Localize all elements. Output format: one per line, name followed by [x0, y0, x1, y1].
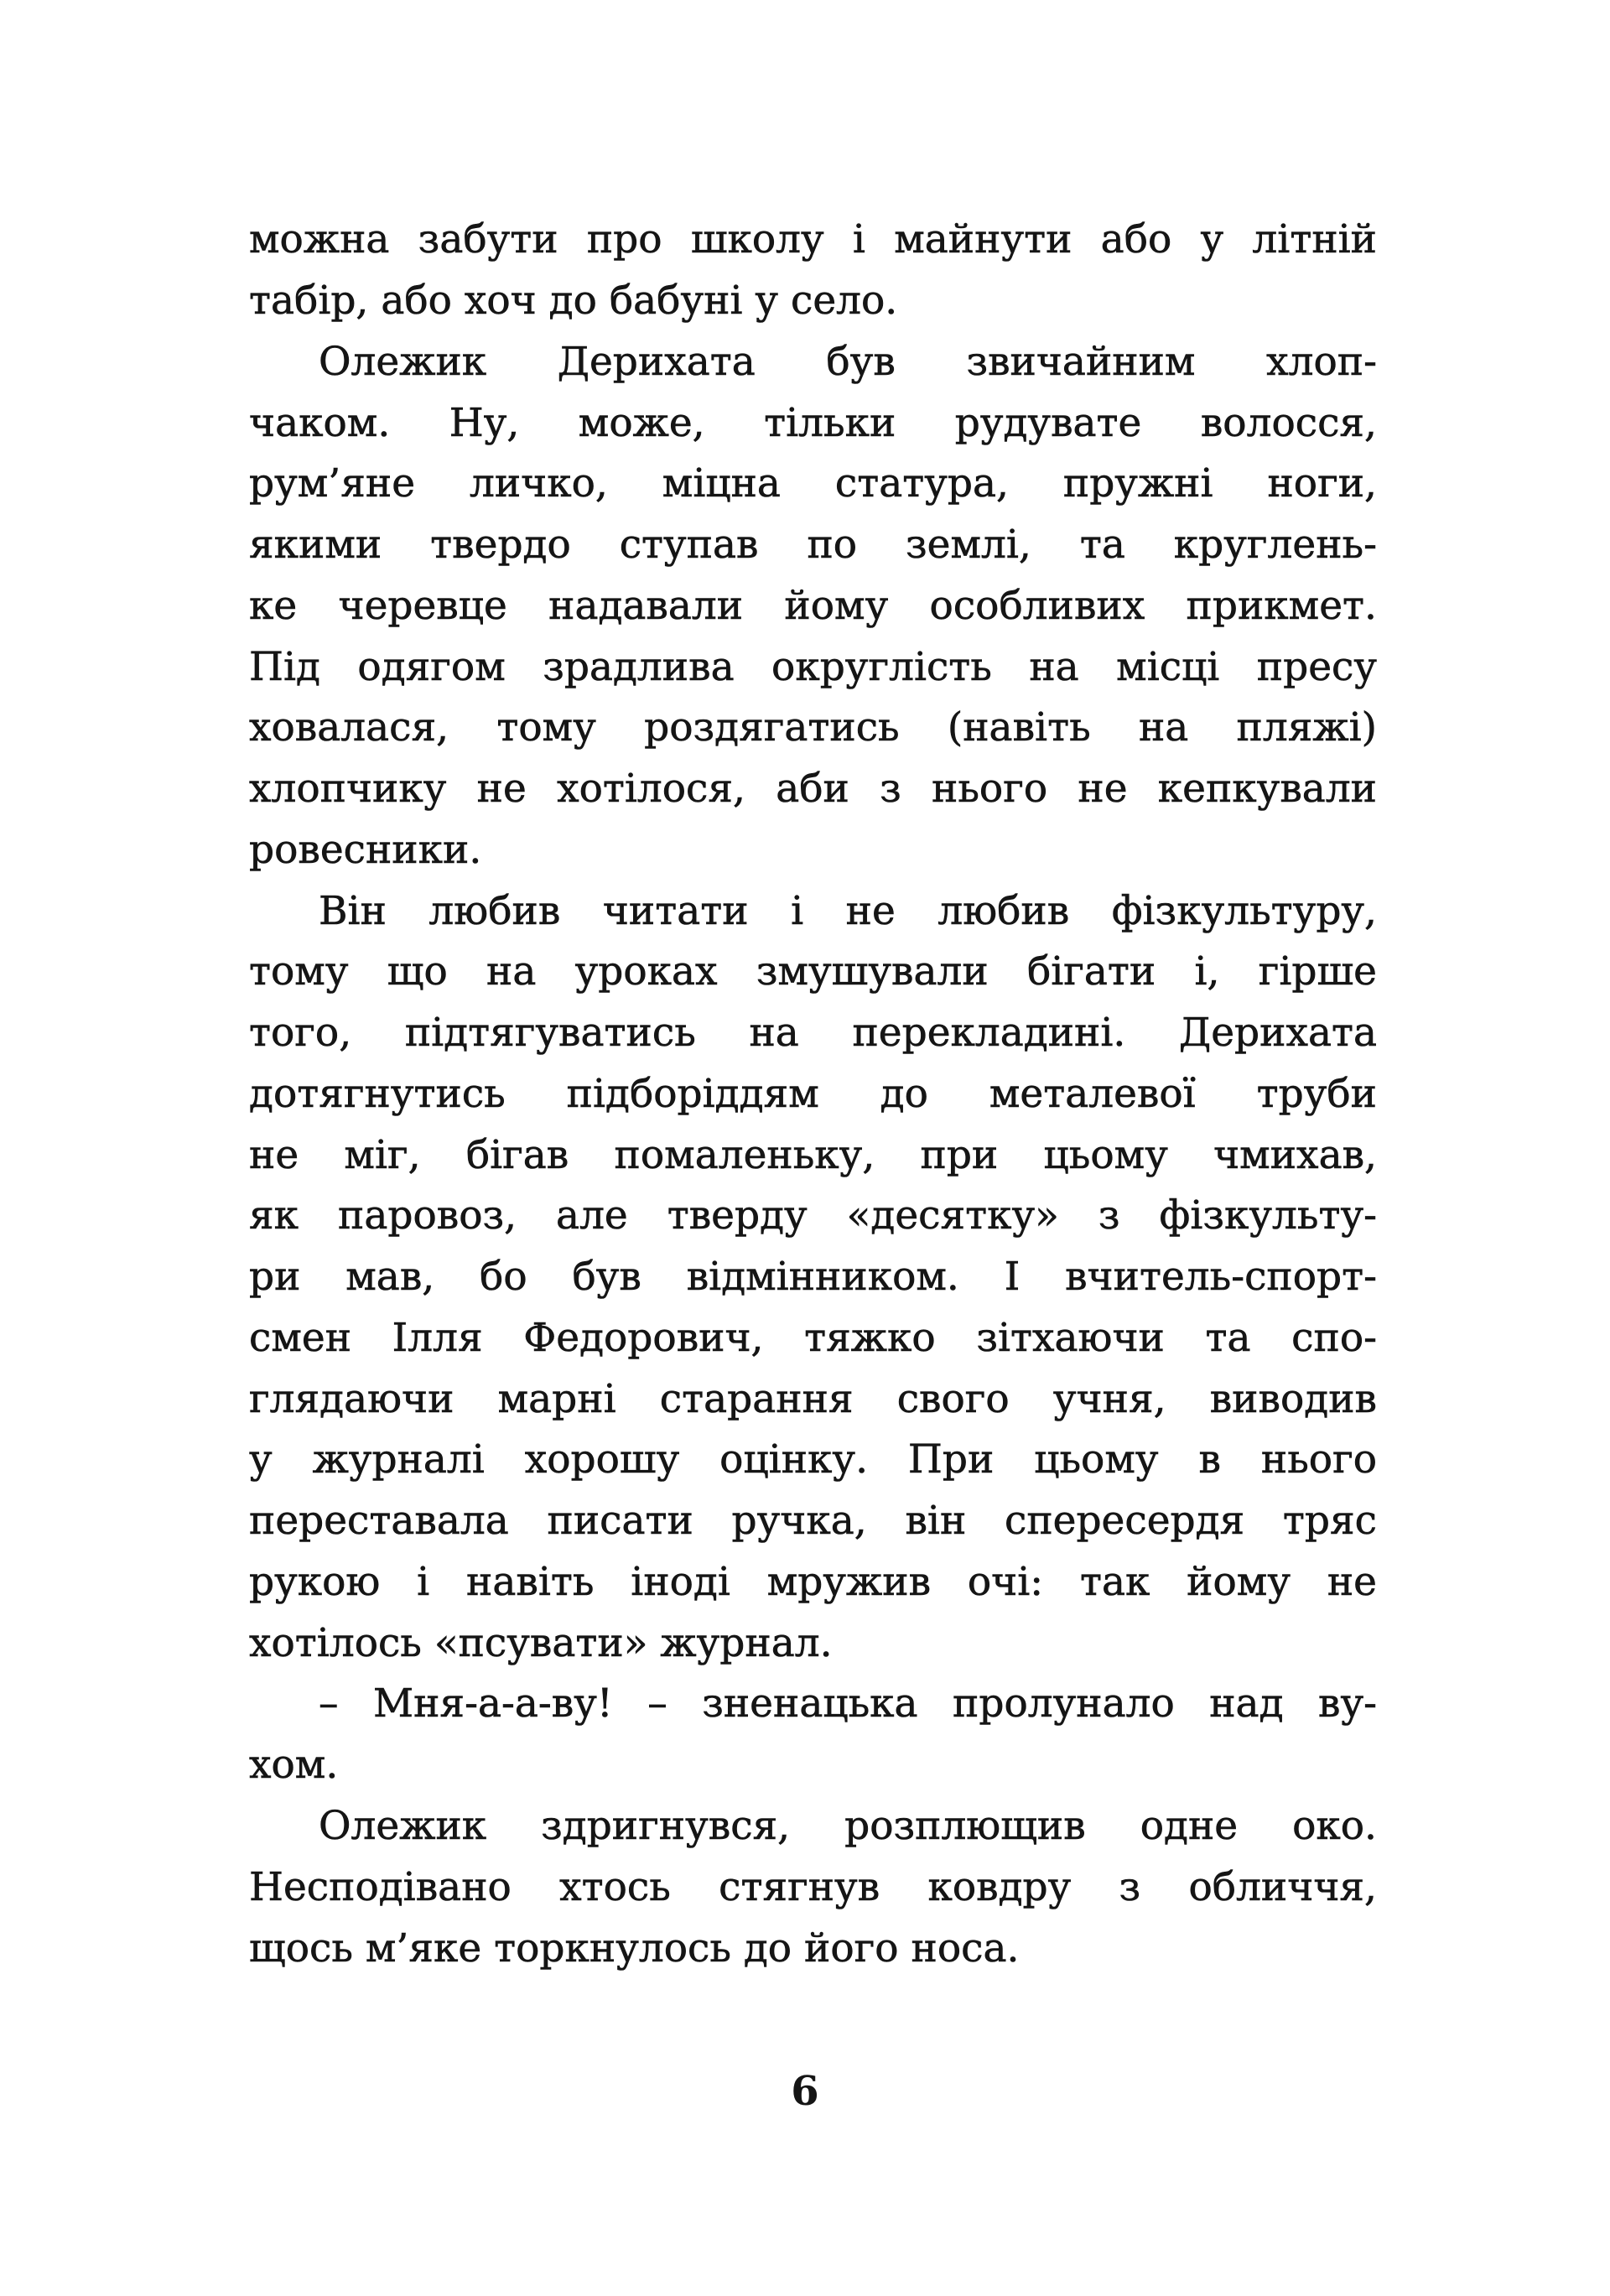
text-line: ровесники.	[249, 827, 482, 873]
text-line: хотілось «псувати» журнал.	[249, 1620, 833, 1666]
text-line: хлопчику не хотілося, аби з нього не кепкували	[249, 766, 1377, 812]
dialogue-line: – Мня-а-а-ву! – зненацька пролунало над ву-	[319, 1680, 1377, 1727]
text-line: можна забути про школу і майнути або у літній	[249, 216, 1377, 262]
text-line: переставала писати ручка, він спересердя тряс	[249, 1498, 1377, 1544]
text-line: не міг, бігав помаленьку, при цьому чмихав,	[249, 1132, 1377, 1178]
text-line: Несподівано хтось стягнув ковдру з обличчя,	[249, 1864, 1377, 1910]
text-line: ке черевце надавали йому особливих прикмет.	[249, 583, 1377, 629]
text-line: тому що на уроках змушували бігати і, гірше	[249, 948, 1377, 995]
text-line: хом.	[249, 1742, 339, 1788]
text-column	[249, 0, 1377, 2296]
text-line: як паровоз, але тверду «десятку» з фізкульту-	[249, 1192, 1377, 1239]
text-line: дотягнутись підборіддям до металевої труби	[249, 1071, 1377, 1117]
text-line: у журналі хорошу оцінку. При цьому в нього	[249, 1436, 1377, 1483]
text-line: ховалася, тому роздягатись (навіть на пляжі)	[249, 704, 1377, 751]
text-line: табір, або хоч до бабуні у село.	[249, 278, 898, 324]
text-line: того, підтягуватись на перекладині. Дерихата	[249, 1010, 1377, 1056]
text-line: якими твердо ступав по землі, та круглень-	[249, 522, 1377, 568]
text-line: щось м’яке торкнулось до його носа.	[249, 1925, 1020, 1971]
text-line: Під одягом зрадлива округлість на місці пресу	[249, 644, 1377, 690]
page-number: 6	[791, 2068, 819, 2115]
paragraph-first-line: Олежик здригнувся, розплющив одне око.	[319, 1803, 1377, 1849]
text-line: рукою і навіть іноді мружив очі: так йому не	[249, 1559, 1377, 1605]
paragraph-first-line: Він любив читати і не любив фізкультуру,	[319, 888, 1377, 934]
text-line: смен Ілля Федорович, тяжко зітхаючи та спо-	[249, 1315, 1377, 1361]
text-line: ри мав, бо був відмінником. І вчитель-спорт-	[249, 1254, 1377, 1300]
text-line: чаком. Ну, може, тільки рудувате волосся,	[249, 400, 1377, 446]
paragraph-first-line: Олежик Дерихата був звичайним хлоп-	[319, 339, 1377, 385]
text-line: рум’яне личко, міцна статура, пружні ноги,	[249, 460, 1377, 506]
text-line: глядаючи марні старання свого учня, виводив	[249, 1376, 1377, 1422]
